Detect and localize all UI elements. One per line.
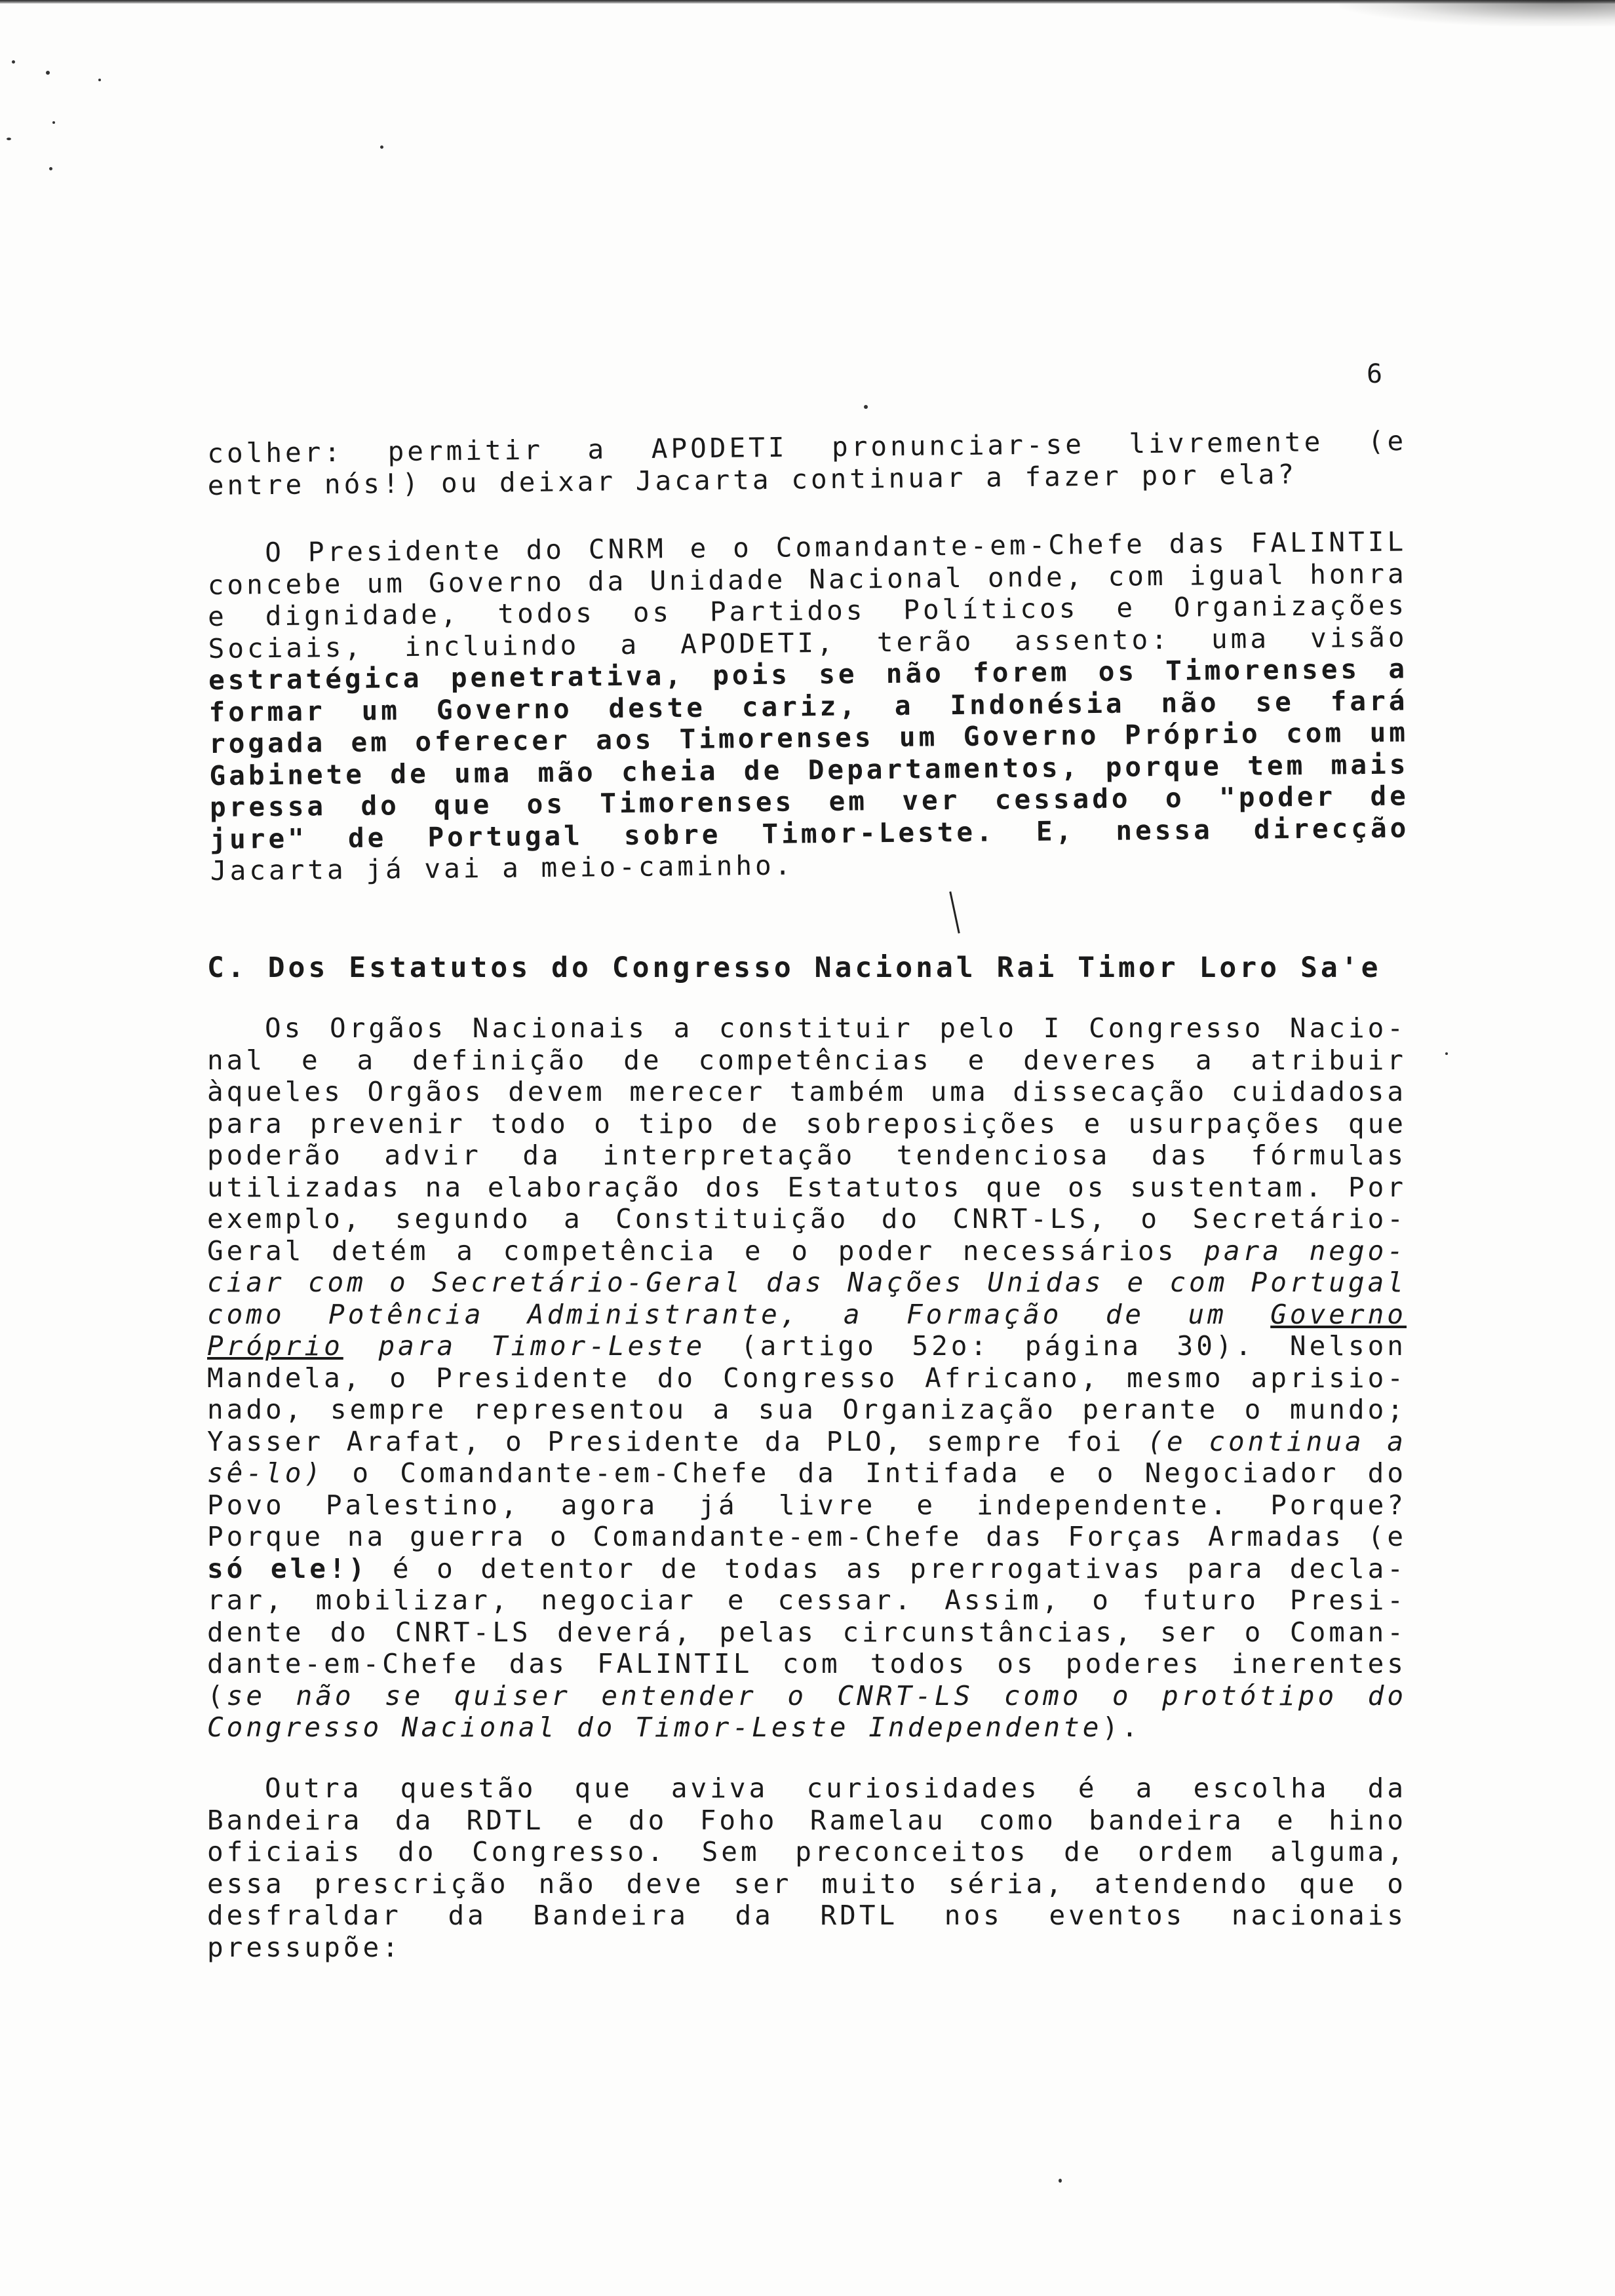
text-line: rar, mobilizar, negociar e cessar. Assim, o futuro Presi- xyxy=(207,1584,1407,1616)
text-line: O Presidente do CNRM e o Comandante-em-Chefe das FALINTIL xyxy=(264,526,1407,569)
text-line xyxy=(207,1712,1407,1744)
text-line: àqueles Orgãos devem merecer também uma dissecação cuidadosa xyxy=(207,1076,1407,1107)
italic-run: se não se quiser entender o CNRT-LS como o protótipo do xyxy=(226,1679,1407,1712)
page-number: 6 xyxy=(1367,359,1384,389)
scan-speck xyxy=(49,167,52,170)
text-line: exemplo, segundo a Constituição do CNRT-LS, o Secretário- xyxy=(207,1203,1407,1234)
text-line: pressupõe: xyxy=(207,1931,402,1963)
text-line: Povo Palestino, agora já livre e independente. Porque? xyxy=(207,1489,1407,1521)
scan-speck xyxy=(1059,2179,1062,2183)
text-line: entre nós!) ou deixar Jacarta continuar a fazer por ela? xyxy=(207,458,1298,501)
paragraph-bandeira xyxy=(207,1772,1407,1963)
bold-run: só ele!) xyxy=(207,1552,368,1584)
text-run: Geral detém a competência e o poder necessários xyxy=(207,1234,1177,1267)
text-line: desfraldar da Bandeira da RDTL nos eventos nacionais xyxy=(207,1900,1407,1931)
text-line xyxy=(207,1330,1407,1362)
italic-run: para nego- xyxy=(1204,1234,1407,1267)
text-line: nado, sempre representou a sua Organização perante o mundo; xyxy=(207,1394,1407,1425)
pen-mark xyxy=(949,891,960,933)
text-line: Gabinete de uma mão cheia de Departamentos, porque tem mais xyxy=(209,748,1409,792)
text-line: Porque na guerra o Comandante-em-Chefe das Forças Armadas (e xyxy=(207,1521,1407,1552)
section-heading: C. Dos Estatutos do Congresso Nacional Rai Timor Loro Sa'e xyxy=(207,951,1382,984)
text-line: oficiais do Congresso. Sem preconceitos de ordem alguma, xyxy=(207,1836,1407,1867)
text-line: dente do CNRT-LS deverá, pelas circunstâncias, ser o Coman- xyxy=(207,1616,1407,1648)
text-run: é o detentor de todas as prerrogativas para decla- xyxy=(392,1552,1407,1584)
text-line: utilizadas na elaboração dos Estatutos que os sustentam. Por xyxy=(207,1171,1407,1203)
italic-run: para Timor-Leste xyxy=(378,1330,706,1362)
text-line: poderão advir da interpretação tendenciosa das fórmulas xyxy=(207,1139,1407,1171)
text-line: e dignidade, todos os Partidos Políticos e Organizações xyxy=(207,589,1408,632)
text-line: rogada em oferecer aos Timorenses um Governo Próprio com um xyxy=(208,716,1409,759)
text-line: estratégica penetrativa, pois se não forem os Timorenses a xyxy=(208,653,1409,696)
paragraph-orgaos-nacionais xyxy=(207,1012,1407,1744)
text-line: concebe um Governo da Unidade Nacional onde, com igual honra xyxy=(207,557,1407,601)
text-line: formar um Governo deste cariz, a Indonésia não se fará xyxy=(208,684,1409,728)
italic-run: Congresso Nacional do Timor-Leste Independente xyxy=(207,1712,1102,1743)
text-line: dante-em-Chefe das FALINTIL com todos os poderes inerentes xyxy=(207,1648,1407,1679)
text-line: Sociais, incluindo a APODETI, terão assento: uma visão xyxy=(208,621,1408,664)
text-line xyxy=(207,1553,1407,1585)
text-line: jure" de Portugal sobre Timor-Leste. E, nessa direcção xyxy=(210,811,1410,855)
scan-speck xyxy=(1445,1052,1448,1055)
italic-run: (e continua a xyxy=(1147,1425,1407,1457)
text-line: Jacarta já vai a meio-caminho. xyxy=(210,849,794,887)
italic-run: como Potência Administrante, a Formação de um xyxy=(207,1298,1227,1330)
paragraph-apodeti xyxy=(207,425,1407,501)
text-line: pressa do que os Timorenses em ver cessado o "poder de xyxy=(209,780,1410,823)
paragraph-cnrm-vision xyxy=(207,526,1410,887)
text-run: ( xyxy=(207,1679,227,1712)
scan-speck xyxy=(864,405,868,409)
scan-speck xyxy=(98,79,101,81)
text-line: essa prescrição não deve ser muito séria, atendendo que o xyxy=(207,1867,1407,1900)
text-run: Yasser Arafat, o Presidente da PLO, sempre foi xyxy=(207,1425,1125,1457)
scan-speck xyxy=(46,71,50,75)
scan-speck xyxy=(52,121,55,124)
scan-smudge xyxy=(1340,0,1615,26)
text-line: Outra questão que aviva curiosidades é a escolha da xyxy=(265,1772,1407,1804)
underlined-run: Governo xyxy=(1270,1298,1407,1330)
italic-run: sê-lo) xyxy=(207,1457,324,1489)
text-line xyxy=(207,1299,1407,1331)
scan-speck xyxy=(7,138,11,140)
text-line: Bandeira da RDTL e do Foho Ramelau como bandeira e hino xyxy=(207,1804,1407,1836)
text-line xyxy=(207,1457,1407,1489)
text-line xyxy=(207,1680,1407,1712)
text-line xyxy=(207,1426,1407,1458)
text-line: Mandela, o Presidente do Congresso Africano, mesmo aprisio- xyxy=(207,1362,1407,1394)
text-line xyxy=(207,1235,1407,1267)
text-run: o Comandante-em-Chefe da Intifada e o Negociador do xyxy=(352,1457,1407,1489)
scan-speck xyxy=(12,60,15,64)
text-run: (artigo 52o: página 30). Nelson xyxy=(740,1330,1407,1362)
text-line: ciar com o Secretário-Geral das Nações Unidas e com Portugal xyxy=(207,1267,1407,1298)
text-run: ). xyxy=(1102,1712,1141,1743)
underlined-run: Próprio xyxy=(207,1330,343,1362)
text-line: para prevenir todo o tipo de sobreposições e usurpações que xyxy=(207,1107,1407,1139)
text-line: nal e a definição de competências e deveres a atribuir xyxy=(207,1044,1407,1076)
text-line: Os Orgãos Nacionais a constituir pelo I Congresso Nacio- xyxy=(265,1012,1407,1044)
text-line: colher: permitir a APODETI pronunciar-se livremente (e xyxy=(207,425,1407,469)
scan-speck xyxy=(380,145,383,149)
